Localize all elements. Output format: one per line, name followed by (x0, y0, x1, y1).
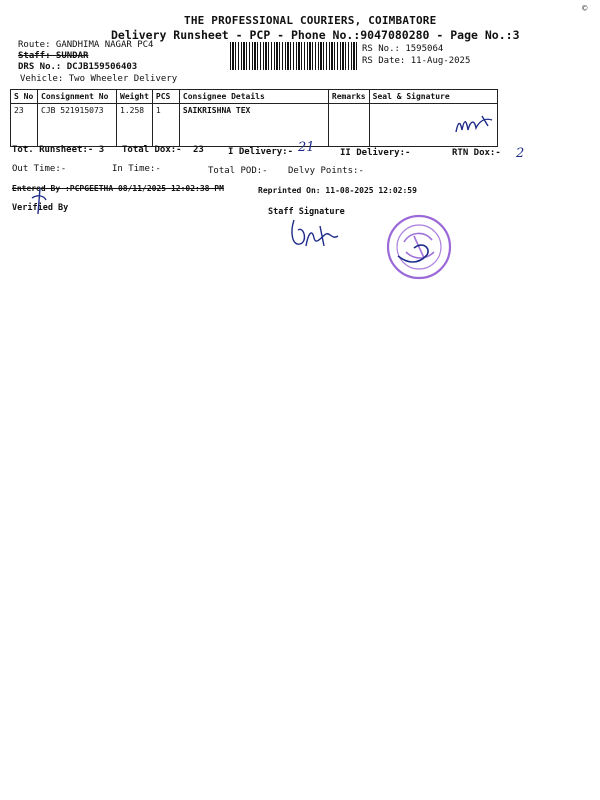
rs-number: RS No.: 1595064 (362, 44, 444, 54)
runsheet-table (10, 89, 498, 147)
col-consignee: Consignee Details (179, 90, 328, 104)
verifier-signature (28, 186, 50, 216)
table-header-row (11, 90, 498, 104)
runsheet-title: Delivery Runsheet - PCP - Phone No.:9047080280 - Page No.:3 (111, 28, 520, 42)
drs-number: DRS No.: DCJB159506403 (18, 62, 138, 72)
ii-delivery-label: II Delivery:- (340, 148, 411, 158)
col-consignment: Consignment No (38, 90, 117, 104)
in-time: In Time:- (112, 164, 161, 174)
rtn-dox-handwritten: 2 (516, 146, 525, 161)
cell-pcs: 1 (152, 104, 179, 147)
reprinted-on: Reprinted On: 11-08-2025 12:02:59 (258, 186, 417, 195)
corner-mark: © (582, 4, 588, 14)
delvy-points: Delvy Points:- (288, 166, 364, 176)
i-delivery-label: I Delivery:- (228, 147, 294, 157)
col-seal-signature: Seal & Signature (369, 90, 497, 104)
vehicle-label: Vehicle: Two Wheeler Delivery (20, 74, 178, 84)
out-time: Out Time:- (12, 164, 67, 174)
cell-consignee: SAIKRISHNA TEX (179, 104, 328, 147)
purple-stamp (384, 212, 454, 282)
verified-by: Verified By (12, 203, 69, 213)
company-name: THE PROFESSIONAL COURIERS, COIMBATORE (184, 14, 437, 27)
cell-s-no: 23 (11, 104, 38, 147)
rs-date: RS Date: 11-Aug-2025 (362, 56, 471, 66)
table-row (11, 104, 498, 147)
col-weight: Weight (117, 90, 153, 104)
entered-by: Entered By :PCPGEETHA 08/11/2025 12:02:38 PM (12, 184, 224, 193)
cell-remarks (328, 104, 369, 147)
col-s-no: S No (11, 90, 38, 104)
total-dox-label: Total Dox:- (122, 145, 182, 155)
staff-signature-label: Staff Signature (268, 207, 345, 217)
route-label: Route: GANDHIMA NAGAR PC4 (18, 40, 154, 50)
rtn-dox-label: RTN Dox:- (452, 148, 501, 158)
total-pod: Total POD:- (208, 166, 268, 176)
tot-runsheet: Tot. Runsheet:- 3 (12, 145, 105, 155)
cell-consignment: CJB 521915073 (38, 104, 117, 147)
staff-signature (286, 216, 348, 254)
i-delivery-handwritten: 21 (298, 140, 315, 155)
seal-signature-scribble (452, 112, 502, 138)
cell-weight: 1.258 (117, 104, 153, 147)
staff-label: Staff: SUNDAR (18, 51, 89, 61)
col-pcs: PCS (152, 90, 179, 104)
col-remarks: Remarks (328, 90, 369, 104)
total-dox-value: 23 (193, 145, 204, 155)
barcode (230, 42, 358, 70)
